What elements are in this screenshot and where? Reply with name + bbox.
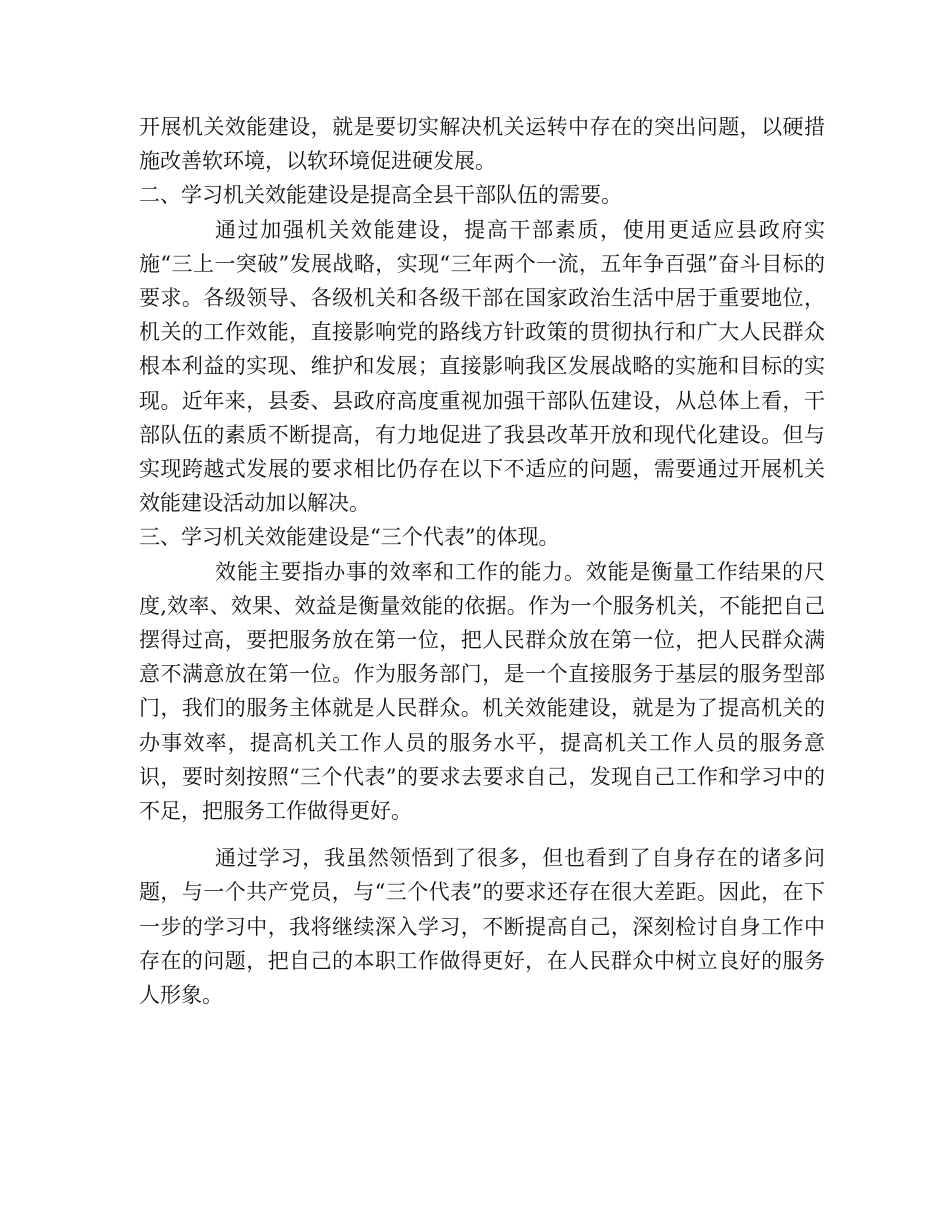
section-heading-three: 三、学习机关效能建设是“三个代表”的体现。 xyxy=(139,525,560,550)
section-three-paragraph: 效能主要指办事的效率和工作的能力。效能是衡量工作结果的尺度,效率、效果、效益是衡量效能的依据。作为一个服务机关，不能把自己摆得过高，要把服务放在第一位，把人民群众放在第一位，把人民群众满意不满意放在第一位。作为服务部门，是一个直接服务于基层的服务型部门，我们的服务主体就是人民群众。机关效能建设，就是为了提高机关的办事效率，提高机关工作人员的服务水平，提高机关工作人员的服务意识，要时刻按照“三个代表”的要求去要求自己，发现自己工作和学习中的不足，把服务工作做得更好。 xyxy=(139,559,825,824)
section-two-paragraph: 通过加强机关效能建设，提高干部素质，使用更适应县政府实施“三上一突破”发展战略，实现“三年两个一流，五年争百强”奋斗目标的要求。各级领导、各级机关和各级干部在国家政治生活中居于重要地位，机关的工作效能，直接影响党的路线方针政策的贯彻执行和广大人民群众根本利益的实现、维护和发展；直接影响我区发展战略的实施和目标的实现。近年来，县委、县政府高度重视加强干部队伍建设，从总体上看，干部队伍的素质不断提高，有力地促进了我县改革开放和现代化建设。但与实现跨越式发展的要求相比仍存在以下不适应的问题，需要通过开展机关效能建设活动加以解决。 xyxy=(139,217,825,516)
document-body xyxy=(139,110,825,1012)
opening-paragraph: 开展机关效能建设，就是要切实解决机关运转中存在的突出问题，以硬措施改善软环境，以软环境促进硬发展。 xyxy=(139,115,825,174)
section-heading-two: 二、学习机关效能建设是提高全县干部队伍的需要。 xyxy=(139,183,622,208)
closing-paragraph: 通过学习，我虽然领悟到了很多，但也看到了自身存在的诸多问题，与一个共产党员，与“三个代表”的要求还存在很大差距。因此，在下一步的学习中，我将继续深入学习，不断提高自己，深刻检讨自身工作中存在的问题，把自己的本职工作做得更好，在人民群众中树立良好的服务人形象。 xyxy=(139,846,825,1008)
